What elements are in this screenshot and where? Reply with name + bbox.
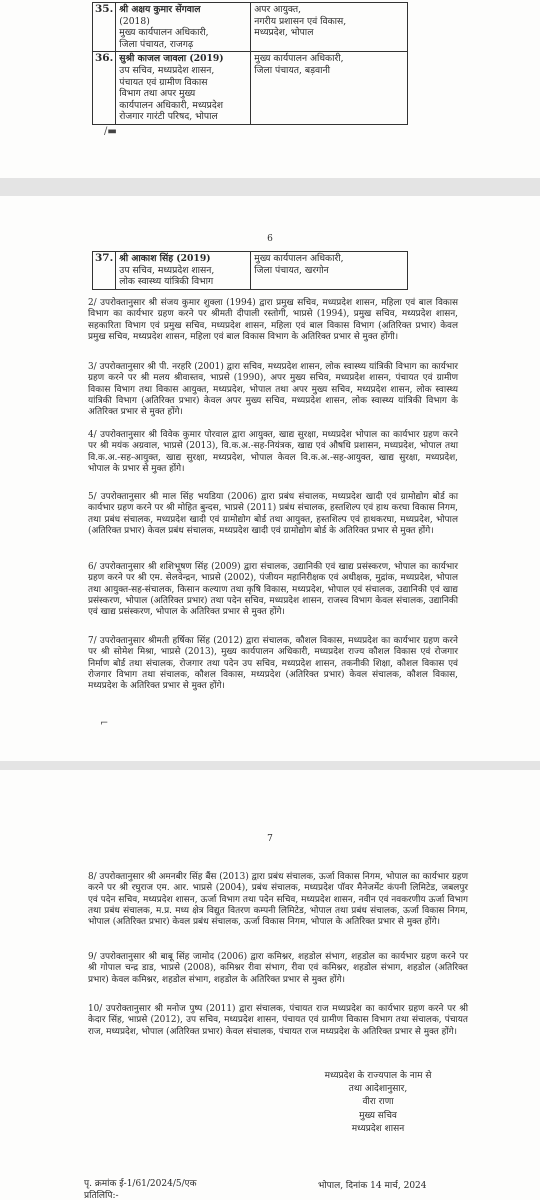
paragraph: 2/ उपरोक्तानुसार श्री संजय कुमार शुक्ला (1994) द्वारा प्रमुख सचिव, मध्यप्रदेश शासन, महिला एवं बाल विकास विभाग का कार्यभार ग्रहण करने पर श्रीमती दीपाली रस्तोगी, भाप्रसे (1994), प्रमुख सचिव, मध्यप्रदेश शासन, सहकारिता विभाग एवं प्रमुख सचिव, मध्यप्रदेश शासन, महिला एवं बाल विकास विभाग (अतिरिक्त प्रभार) केवल प्रमुख सचिव, मध्यप्रदेश शासन, महिला एवं बाल विकास विभाग के अतिरिक्त प्रभार से मुक्त होंगी। xyxy=(88,298,458,342)
officer-detail: जिला पंचायत, राजगढ़ xyxy=(119,38,194,50)
new-post-cell xyxy=(251,252,408,290)
officer-detail: मुख्य कार्यपालन अधिकारी, xyxy=(119,27,209,39)
officer-batch: (2018) xyxy=(119,15,150,27)
officer-detail: कार्यपालन अधिकारी, मध्यप्रदेश xyxy=(119,99,223,111)
officer-cell xyxy=(116,52,251,125)
officer-detail: रोजगार गारंटी परिषद, भोपाल xyxy=(119,111,218,123)
new-post-line: जिला पंचायत, खरगोन xyxy=(254,264,329,276)
officer-cell xyxy=(116,252,251,290)
page-7 xyxy=(0,770,540,1200)
officer-name: सुश्री काजल जावला (2019) xyxy=(119,53,224,65)
paragraph: 7/ उपरोक्तानुसार श्रीमती हर्षिका सिंह (2012) द्वारा संचालक, कौशल विकास, मध्यप्रदेश का कार्यभार ग्रहण करने पर श्री सोमेश मिश्रा, भाप्रसे (2013), मुख्य कार्यपालन अधिकारी, मध्यप्रदेश राज्य कौशल विकास एवं रोजगार निर्माण बोर्ड तथा संचालक, रोजगार तथा पदेन उप सचिव, मध्यप्रदेश शासन, तकनीकी शिक्षा, कौशल विकास एवं रोजगार विभाग तथा संचालक, कौशल विकास, मध्यप्रदेश (अतिरिक्त प्रभार) केवल संचालक, कौशल विकास, मध्यप्रदेश के अतिरिक्त प्रभार से मुक्त होंगे। xyxy=(88,636,458,692)
paragraph: 8/ उपरोक्तानुसार श्री अमनबीर सिंह बैंस (2013) द्वारा प्रबंध संचालक, ऊर्जा विकास निगम, भोपाल का कार्यभार ग्रहण करने पर श्री रघुराज एम. आर. भाप्रसे (2004), प्रबंध संचालक, मध्यप्रदेश पॉवर मैनेजमेंट कंपनी लिमिटेड, जबलपुर एवं पदेन सचिव, मध्यप्रदेश शासन, ऊर्जा विभाग तथा पदेन सचिव, मध्यप्रदेश शासन, नवीन एवं नवकरणीय ऊर्जा विभाग तथा प्रबंध संचालक, म.प्र. मध्य क्षेत्र विद्युत वितरण कम्पनी लिमिटेड, भोपाल तथा प्रबंध संचालक, ऊर्जा विकास निगम, भोपाल (अतिरिक्त प्रभार) केवल प्रबंध संचालक, ऊर्जा विकास निगम, भोपाल के अतिरिक्त प्रभार से मुक्त होंगे। xyxy=(88,872,468,928)
ink-mark: ⌐ xyxy=(100,718,109,729)
officer-detail: उप सचिव, मध्यप्रदेश शासन, xyxy=(119,264,215,276)
paragraph: 3/ उपरोक्तानुसार श्री पी. नरहरि (2001) द्वारा सचिव, मध्यप्रदेश शासन, लोक स्वास्थ्य यांत्रिकी विभाग का कार्यभार ग्रहण करने पर श्री मलय श्रीवास्तव, भाप्रसे (1990), अपर मुख्य सचिव, मध्यप्रदेश शासन, पंचायत एवं ग्रामीण विकास विभाग तथा विकास आयुक्त, मध्यप्रदेश, भोपाल तथा अपर मुख्य सचिव, मध्यप्रदेश शासन, लोक स्वास्थ्य यांत्रिकी विभाग (अतिरिक्त प्रभार) केवल अपर मुख्य सचिव, मध्यप्रदेश शासन, लोक स्वास्थ्य यांत्रिकी विभाग के अतिरिक्त प्रभार से मुक्त होंगे। xyxy=(88,362,458,418)
paragraph: 5/ उपरोक्तानुसार श्री माल सिंह भयडिया (2006) द्वारा प्रबंध संचालक, मध्यप्रदेश खादी एवं ग्रामोद्योग बोर्ड का कार्यभार ग्रहण करने पर श्री मोहित बुन्दस, भाप्रसे (2011) प्रबंध संचालक, हस्तशिल्प एवं हाथ करघा विकास निगम, तथा प्रबंध संचालक, मध्यप्रदेश खादी एवं ग्रामोद्योग बोर्ड तथा आयुक्त, हस्तशिल्प एवं हाथकरघा, मध्यप्रदेश, भोपाल (अतिरिक्त प्रभार) केवल प्रबंध संचालक, मध्यप्रदेश खादी एवं ग्रामोद्योग बोर्ड के अतिरिक्त प्रभार से मुक्त होंगे। xyxy=(88,492,458,536)
paragraph: 9/ उपरोक्तानुसार श्री बाबू सिंह जामोद (2006) द्वारा कमिश्नर, शहडोल संभाग, शहडोल का कार्यभार ग्रहण करने पर श्री गोपाल चन्द्र डाड, भाप्रसे (2008), कमिश्नर रीवा संभाग, रीवा एवं कमिश्नर, शहडोल संभाग, शहडोल (अतिरिक्त प्रभार) केवल कमिश्नर, शहडोल संभाग, शहडोल के अतिरिक्त प्रभार से मुक्त होंगे। xyxy=(88,952,468,985)
row-number: 37. xyxy=(93,252,116,290)
reference-line: पृ. क्रमांक ई-1/61/2024/5/एक xyxy=(84,1179,197,1189)
reference-number xyxy=(84,1178,197,1200)
table-row xyxy=(93,52,408,125)
signature-block xyxy=(278,1070,478,1136)
signature-line: तथा आदेशानुसार, xyxy=(348,1084,408,1095)
signature-line: मध्यप्रदेश के राज्यपाल के नाम से xyxy=(324,1071,432,1081)
officer-name: श्री अक्षय कुमार सेंगवाल xyxy=(119,4,201,15)
table-row xyxy=(93,252,408,290)
page-fragment-top xyxy=(0,0,540,178)
officer-name: श्री आकाश सिंह (2019) xyxy=(119,253,211,264)
signature-line: वीरा राणा xyxy=(362,1097,394,1108)
paragraph: 4/ उपरोक्तानुसार श्री विवेक कुमार पोरवाल द्वारा आयुक्त, खाद्य सुरक्षा, मध्यप्रदेश भोपाल का कार्यभार ग्रहण करने पर श्री मयंक अग्रवाल, भाप्रसे (2013), वि.क.अ.-सह-नियंत्रक, खाद्य एवं औषधि प्रशासन, मध्यप्रदेश, भोपाल तथा वि.क.अ.-सह-आयुक्त, खाद्य सुरक्षा, मध्यप्रदेश, भोपाल केवल वि.क.अ.-सह-आयुक्त, खाद्य सुरक्षा, मध्यप्रदेश, भोपाल के प्रभार से मुक्त होंगे। xyxy=(88,430,458,474)
ink-mark: /▬ xyxy=(104,126,117,137)
officer-cell xyxy=(116,3,251,52)
new-post-line: जिला पंचायत, बड़वानी xyxy=(254,64,330,76)
paragraph: 6/ उपरोक्तानुसार श्री शशिभूषण सिंह (2009) द्वारा संचालक, उद्यानिकी एवं खाद्य प्रसंस्करण, भोपाल का कार्यभार ग्रहण करने पर श्री एम. सेलवेन्द्रन, भाप्रसे (2002), पंजीयन महानिरीक्षक एवं अधीक्षक, मुद्रांक, मध्यप्रदेश, भोपाल तथा आयुक्त-सह-संचालक, किसान कल्याण तथा कृषि विकास, मध्यप्रदेश, भोपाल एवं संचालक, उद्यानिकी एवं खाद्य प्रसंस्करण, भोपाल (अतिरिक्त प्रभार) तथा पदेन सचिव, मध्यप्रदेश शासन, राजस्व विभाग केवल संचालक, उद्यानिकी एवं खाद्य प्रसंस्करण, भोपाल के अतिरिक्त प्रभार से मुक्त होंगे। xyxy=(88,562,458,618)
table-row xyxy=(93,3,408,52)
order-date: भोपाल, दिनांक 14 मार्च, 2024 xyxy=(318,1181,427,1191)
row-number: 36. xyxy=(93,52,116,125)
officer-detail: विभाग तथा अपर मुख्य xyxy=(119,88,196,100)
officer-table xyxy=(92,251,408,290)
page-number: 7 xyxy=(267,834,273,844)
new-post-cell xyxy=(251,3,408,52)
new-post-line: मुख्य कार्यपालन अधिकारी, xyxy=(254,53,344,65)
officer-detail: पंचायत एवं ग्रामीण विकास xyxy=(119,76,208,88)
new-post-line: मध्यप्रदेश, भोपाल xyxy=(254,27,314,39)
signature-line: मुख्य सचिव xyxy=(359,1110,397,1121)
new-post-cell xyxy=(251,52,408,125)
officer-detail: उप सचिव, मध्यप्रदेश शासन, xyxy=(119,64,215,76)
new-post-line: मुख्य कार्यपालन अधिकारी, xyxy=(254,253,344,264)
row-number: 35. xyxy=(93,3,116,52)
signature-line: मध्यप्रदेश शासन xyxy=(351,1123,405,1134)
copy-label: प्रतिलिपि:- xyxy=(84,1191,119,1200)
paragraph: 10/ उपरोक्तानुसार श्री मनोज पुष्प (2011) द्वारा संचालक, पंचायत राज मध्यप्रदेश का कार्यभार ग्रहण करने पर श्री केदार सिंह, भाप्रसे (2012), उप सचिव, मध्यप्रदेश शासन, पंचायत एवं ग्रामीण विकास विभाग तथा संचालक, पंचायत राज, मध्यप्रदेश, भोपाल (अतिरिक्त प्रभार) केवल संचालक, पंचायत राज मध्यप्रदेश के अतिरिक्त प्रभार से मुक्त होंगे। xyxy=(88,1004,468,1037)
new-post-line: अपर आयुक्त, xyxy=(254,4,301,15)
officer-table-top xyxy=(92,2,408,125)
page-6 xyxy=(0,196,540,761)
new-post-line: नगरीय प्रशासन एवं विकास, xyxy=(254,15,347,27)
page-number: 6 xyxy=(267,234,273,244)
officer-detail: लोक स्वास्थ्य यांत्रिकी विभाग xyxy=(119,276,214,288)
